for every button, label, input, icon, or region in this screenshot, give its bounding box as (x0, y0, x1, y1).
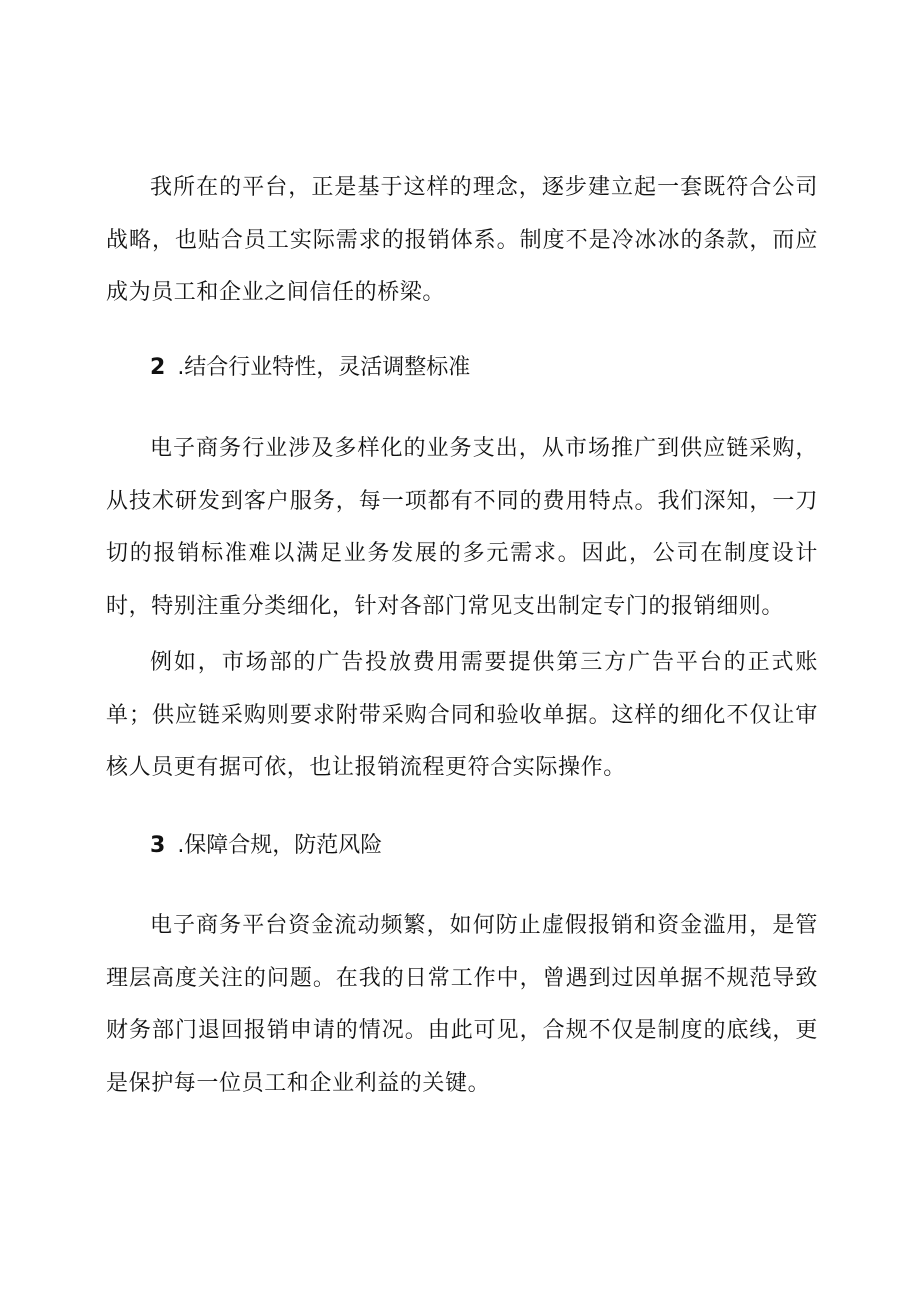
body-paragraph: 我所在的平台，正是基于这样的理念，逐步建立起一套既符合公司战略，也贴合员工实际需求的报销体系。制度不是冷冰冰的条款，而应成为员工和企业之间信任的桥梁。 (106, 175, 818, 305)
section-heading (150, 353, 810, 383)
body-paragraph: 电子商务行业涉及多样化的业务支出，从市场推广到供应链采购，从技术研发到客户服务，每一项都有不同的费用特点。我们深知，一刀切的报销标准难以满足业务发展的多元需求。因此，公司在制度设计时，特别注重分类细化，针对各部门常见支出制定专门的报销细则。 (106, 436, 818, 619)
section-number: 2 (150, 355, 166, 380)
body-paragraph: 例如，市场部的广告投放费用需要提供第三方广告平台的正式账单；供应链采购则要求附带采购合同和验收单据。这样的细化不仅让审核人员更有据可依，也让报销流程更符合实际操作。 (106, 650, 818, 780)
section-title: .保障合规，防范风险 (177, 833, 383, 858)
section-title: .结合行业特性，灵活调整标准 (177, 355, 471, 380)
body-paragraph: 电子商务平台资金流动频繁，如何防止虚假报销和资金滥用，是管理层高度关注的问题。在我的日常工作中，曾遇到过因单据不规范导致财务部门退回报销申请的情况。由此可见，合规不仅是制度的底线，更是保护每一位员工和企业利益的关键。 (106, 913, 818, 1096)
section-heading (150, 831, 810, 861)
section-number: 3 (150, 833, 166, 858)
